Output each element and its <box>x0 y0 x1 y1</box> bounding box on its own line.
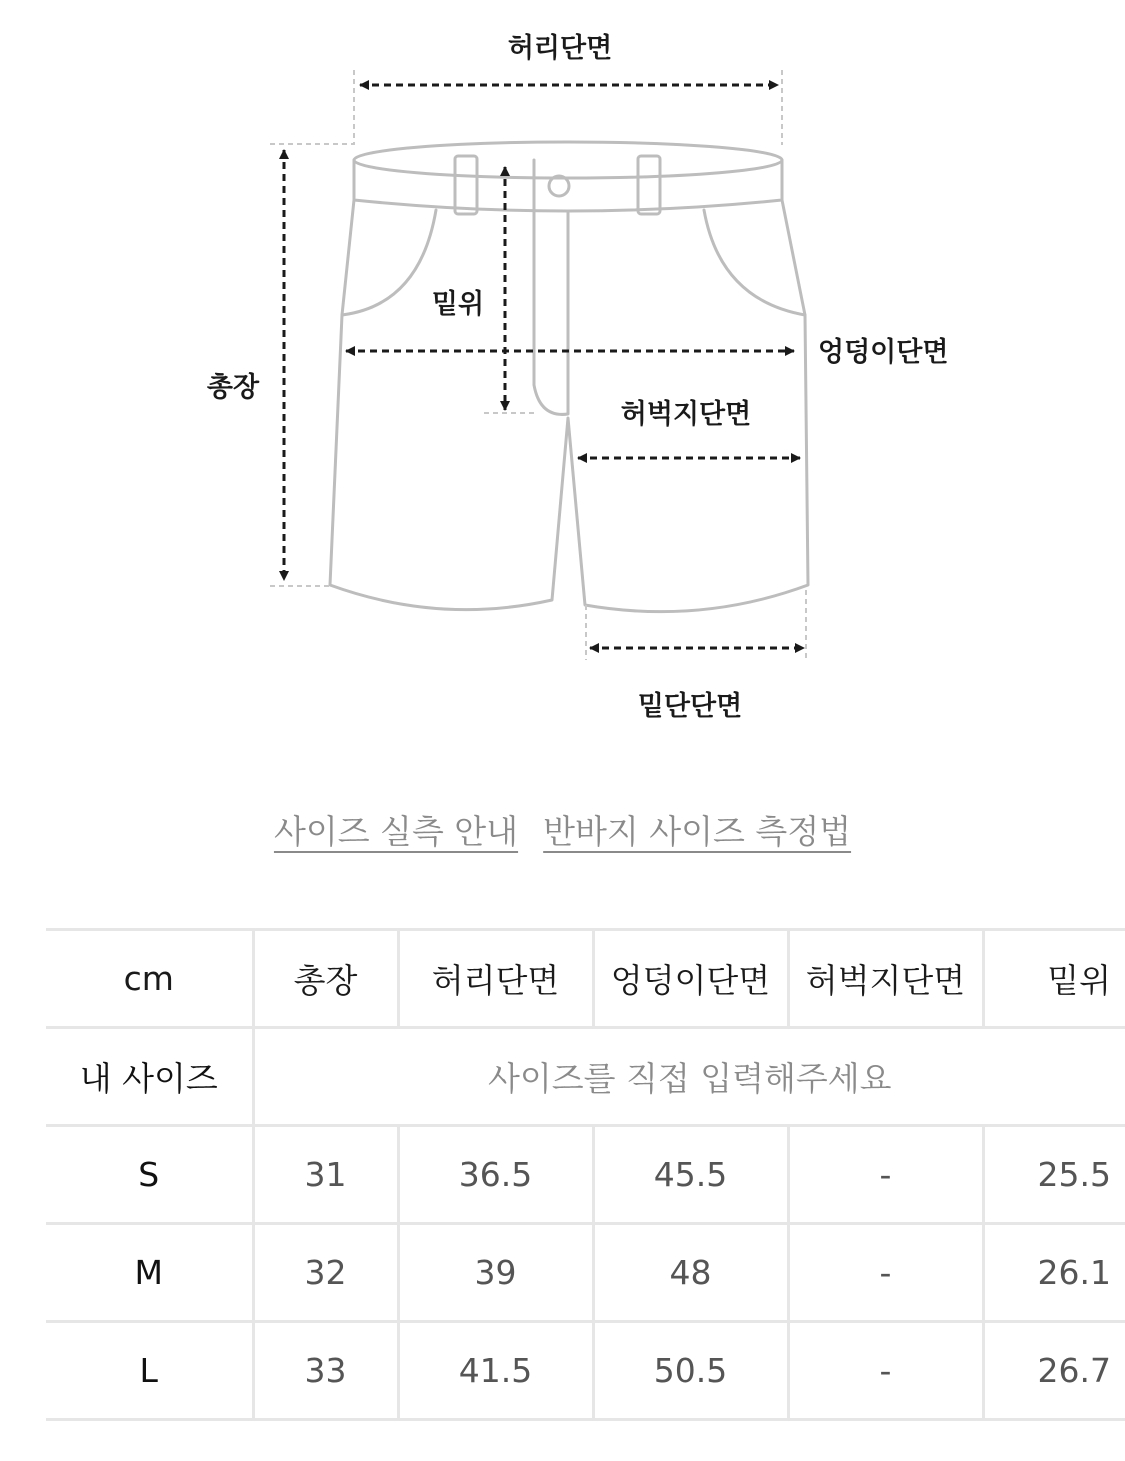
header-thigh: 허벅지단면 <box>788 930 983 1028</box>
hip-label: 엉덩이단면 <box>818 337 949 368</box>
cell-rise: 26.7 <box>983 1322 1125 1420</box>
table-row <box>46 1126 1125 1224</box>
size-table <box>46 928 1125 1421</box>
size-label: M <box>46 1224 253 1322</box>
size-guide-links <box>0 806 1125 853</box>
cell-hip: 45.5 <box>593 1126 788 1224</box>
table-row <box>46 1322 1125 1420</box>
cell-total-length: 31 <box>253 1126 398 1224</box>
cell-hip: 48 <box>593 1224 788 1322</box>
cell-total-length: 32 <box>253 1224 398 1322</box>
waist-label: 허리단면 <box>507 33 613 64</box>
my-size-row <box>46 1028 1125 1126</box>
cell-hip: 50.5 <box>593 1322 788 1420</box>
header-total-length: 총장 <box>253 930 398 1028</box>
header-rise: 밑위 <box>983 930 1125 1028</box>
measure-method-link[interactable]: 반바지 사이즈 측정법 <box>543 812 852 851</box>
thigh-label: 허벅지단면 <box>620 399 752 430</box>
cell-thigh: - <box>788 1224 983 1322</box>
my-size-input[interactable]: 사이즈를 직접 입력해주세요 <box>253 1028 1125 1126</box>
shorts-illustration <box>330 142 808 612</box>
hem-label: 밑단단면 <box>637 691 743 722</box>
header-waist: 허리단면 <box>398 930 593 1028</box>
cell-waist: 39 <box>398 1224 593 1322</box>
size-label: L <box>46 1322 253 1420</box>
table-header-row <box>46 930 1125 1028</box>
cell-rise: 25.5 <box>983 1126 1125 1224</box>
cell-rise: 26.1 <box>983 1224 1125 1322</box>
size-label: S <box>46 1126 253 1224</box>
cell-waist: 41.5 <box>398 1322 593 1420</box>
cell-thigh: - <box>788 1126 983 1224</box>
rise-label: 밑위 <box>431 289 485 320</box>
cell-total-length: 33 <box>253 1322 398 1420</box>
cell-thigh: - <box>788 1322 983 1420</box>
size-guide-link[interactable]: 사이즈 실측 안내 <box>273 812 519 851</box>
table-row <box>46 1224 1125 1322</box>
my-size-label: 내 사이즈 <box>46 1028 253 1126</box>
total-length-label: 총장 <box>206 372 260 403</box>
header-hip: 엉덩이단면 <box>593 930 788 1028</box>
header-unit: cm <box>46 930 253 1028</box>
cell-waist: 36.5 <box>398 1126 593 1224</box>
